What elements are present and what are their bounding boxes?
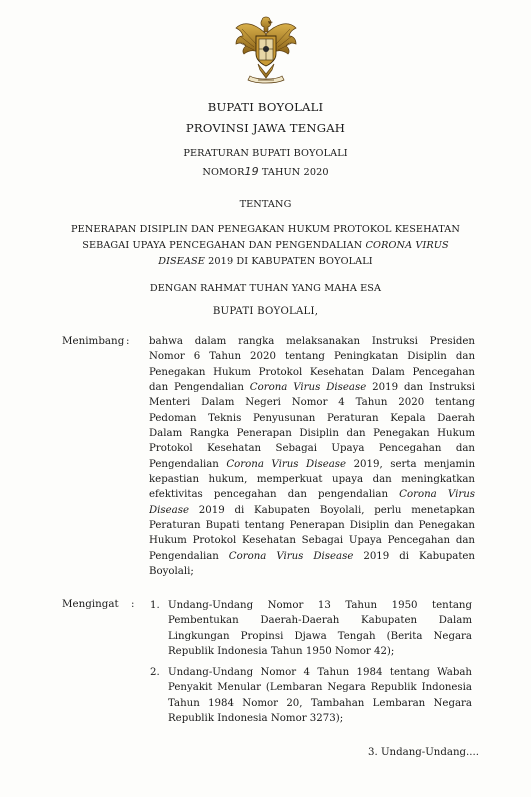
menimbang-line <box>149 334 475 349</box>
menimbang-line <box>149 380 475 395</box>
menimbang-line <box>149 518 475 533</box>
menimbang-line <box>149 457 475 472</box>
bupati-heading: BUPATI BOYOLALI, <box>212 306 319 317</box>
menimbang-line <box>149 549 475 564</box>
menimbang-line <box>149 487 475 502</box>
line-text: kepastian hukum, memperkuat upaya dan meningkatkan <box>149 474 475 486</box>
item-number: 1. <box>150 600 160 611</box>
menimbang-line <box>149 426 475 441</box>
line-text: Menteri Dalam Negeri Nomor 4 Tahun 2020 tentang <box>149 397 475 409</box>
menimbang-line <box>149 349 475 364</box>
nomor-prefix: NOMOR <box>202 167 245 178</box>
line-text: Peraturan Bupati tentang Penerapan Disiplin dan Penegakan <box>149 520 475 532</box>
line-text: Nomor 6 Tahun 2020 tentang Peningkatan Disiplin dan <box>149 351 475 363</box>
item-line: Penyakit Menular (Lembaran Negara Republik Indonesia <box>168 682 472 694</box>
item-line: Undang-Undang Nomor 13 Tahun 1950 tentang <box>168 600 472 611</box>
menimbang-label: Menimbang <box>62 335 125 347</box>
line-text: Dalam Rangka Penerapan Disiplin dan Penegakan Hukum <box>149 428 475 440</box>
menimbang-line <box>149 533 475 548</box>
item-line: Tahun 1984 Nomor 20, Tambahan Lembaran Negara <box>168 697 472 709</box>
nomor-value: 19 <box>244 165 259 178</box>
menimbang-line <box>149 472 475 487</box>
subject-line-3 <box>0 256 531 267</box>
italic-term: Corona Virus Disease <box>249 382 367 394</box>
tentang-label: TENTANG <box>239 199 292 210</box>
line-text: efektivitas pencegahan dan pengendalian <box>149 489 400 501</box>
menimbang-colon: : <box>126 335 130 347</box>
line-text: bahwa dalam rangka melaksanakan Instruksi Presiden <box>149 336 475 347</box>
line-text: Pengendalian <box>149 458 227 470</box>
menimbang-line <box>149 441 475 456</box>
line-text: 2019 di Kabupaten Boyolali, perlu menetapkan <box>189 504 475 516</box>
subject-line-3-text: 2019 DI KABUPATEN BOYOLALI <box>204 256 373 267</box>
subject-line-2-italic: CORONA VIRUS <box>365 240 449 251</box>
italic-term: Disease <box>149 504 190 516</box>
regulation-title: PERATURAN BUPATI BOYOLALI <box>183 148 348 159</box>
menimbang-paragraph <box>149 334 475 580</box>
continuation-marker: 3. Undang-Undang.... <box>368 747 480 758</box>
item-line: Pembentukan Daerah-Daerah Kabupaten Dalam <box>168 615 472 627</box>
line-text: dan Pengendalian <box>149 382 250 394</box>
subject-line-3-italic: DISEASE <box>158 256 205 267</box>
line-text: Pengendalian <box>149 550 229 562</box>
rahmat-line: DENGAN RAHMAT TUHAN YANG MAHA ESA <box>149 283 382 294</box>
menimbang-line <box>149 411 475 426</box>
header-provinsi: PROVINSI JAWA TENGAH <box>185 121 346 135</box>
italic-term: Corona Virus Disease <box>226 458 347 470</box>
subject-line-2-text: SEBAGAI UPAYA PENCEGAHAN DAN PENGENDALIAN <box>82 240 366 251</box>
line-text: Pedoman Teknis Penyusunan Peraturan Kepala Daerah <box>149 412 475 424</box>
mengingat-label: Mengingat <box>62 598 119 610</box>
italic-term: Corona Virus <box>399 489 475 501</box>
item-text <box>168 598 472 660</box>
item-number: 2. <box>150 667 160 678</box>
menimbang-line <box>149 395 475 410</box>
line-text: Boyolali; <box>149 566 194 578</box>
regulation-number <box>0 165 531 178</box>
line-text: Protokol Kesehatan Sebagai Upaya Pencegahan dan <box>149 443 475 455</box>
line-text: Penegakan Hukum Protokol Kesehatan Dalam Pencegahan <box>149 366 475 378</box>
line-text: 2019, serta menjamin <box>346 458 475 470</box>
line-text: Hukum Protokol Kesehatan Sebagai Upaya Pencegahan dan <box>149 535 475 547</box>
item-line: Lingkungan Propinsi Djawa Tengah (Berita Negara <box>168 630 472 642</box>
item-line: Republik Indonesia Tahun 1950 Nomor 42); <box>168 646 395 658</box>
item-text <box>168 665 472 727</box>
subject-line-2 <box>0 240 531 251</box>
garuda-emblem-icon <box>232 14 300 86</box>
menimbang-line <box>149 503 475 518</box>
line-text: 2019 dan Instruksi <box>366 382 475 394</box>
menimbang-line <box>149 564 475 579</box>
item-line: Undang-Undang Nomor 4 Tahun 1984 tentang Wabah <box>168 667 472 678</box>
line-text: 2019 di Kabupaten <box>353 550 475 562</box>
item-line: Republik Indonesia Nomor 3273); <box>168 713 344 725</box>
nomor-suffix: TAHUN 2020 <box>261 167 329 178</box>
header-bupati: BUPATI BOYOLALI <box>207 100 324 114</box>
mengingat-colon: : <box>131 598 135 610</box>
subject-line-1: PENERAPAN DISIPLIN DAN PENEGAKAN HUKUM PROTOKOL KESEHATAN <box>71 224 460 235</box>
italic-term: Corona Virus Disease <box>228 550 354 562</box>
menimbang-line <box>149 365 475 380</box>
